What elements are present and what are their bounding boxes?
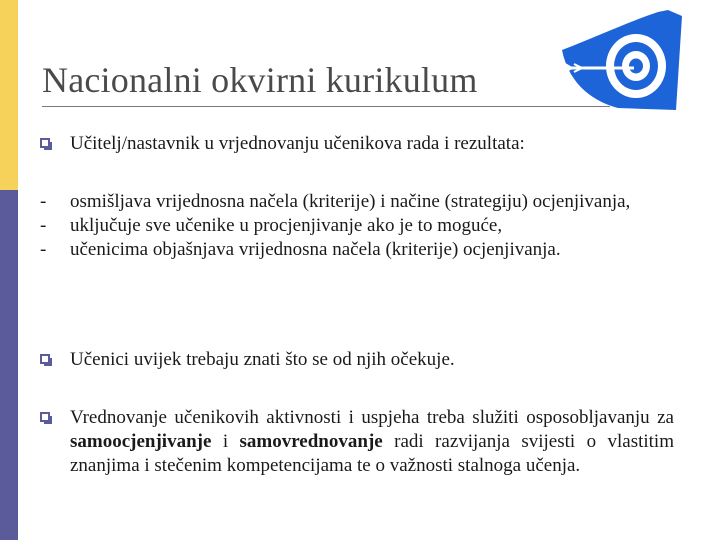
dash-item-text: uključuje sve učenike u procjenjivanje ako je to moguće, <box>70 215 503 236</box>
square-bullet-icon <box>40 138 50 148</box>
bullet-text: Učenici uvijek trebaju znati što se od njih očekuje. <box>70 349 455 370</box>
dash-symbol: - <box>40 215 47 236</box>
bullet-text: Učitelj/nastavnik u vrjednovanju učenikova rada i rezultata: <box>70 133 525 154</box>
bullet-item-evaluation <box>40 406 674 478</box>
slide-title: Nacionalni okvirni kurikulum <box>42 60 478 100</box>
dash-list-item <box>40 214 674 238</box>
title-underline <box>42 106 610 107</box>
square-bullet-icon <box>40 412 50 422</box>
dash-item-text: osmišljava vrijednosna načela (kriterije) i načine (strategiju) ocjenjivanja, <box>70 191 631 212</box>
square-bullet-icon <box>40 354 50 364</box>
bullet-text <box>70 406 674 478</box>
dash-list <box>40 190 674 262</box>
bullet-item-teacher <box>40 132 674 156</box>
emphasis-self-evaluation: samovrednovanje <box>239 431 383 452</box>
left-accent-bar-blue <box>0 190 18 540</box>
text-segment: radi razvijanja svijesti o vlastitim znanjima i stečenim kompetencijama te o važnosti stalnoga učenja. <box>70 431 674 476</box>
dash-list-item <box>40 238 674 262</box>
bullet-item-expectations <box>40 348 674 372</box>
left-accent-bar-yellow <box>0 0 18 190</box>
dash-item-text: učenicima objašnjava vrijednosna načela (kriterije) ocjenjivanja. <box>70 239 561 260</box>
target-arrow-icon <box>558 10 684 114</box>
dash-list-item <box>40 190 674 214</box>
text-segment: i <box>211 431 240 452</box>
dash-symbol: - <box>40 239 47 260</box>
dash-symbol: - <box>40 191 47 212</box>
emphasis-self-assessment: samoocjenjivanje <box>70 431 212 452</box>
text-segment: Vrednovanje učenikovih aktivnosti i uspjeha treba služiti osposobljavanju za <box>70 407 674 428</box>
